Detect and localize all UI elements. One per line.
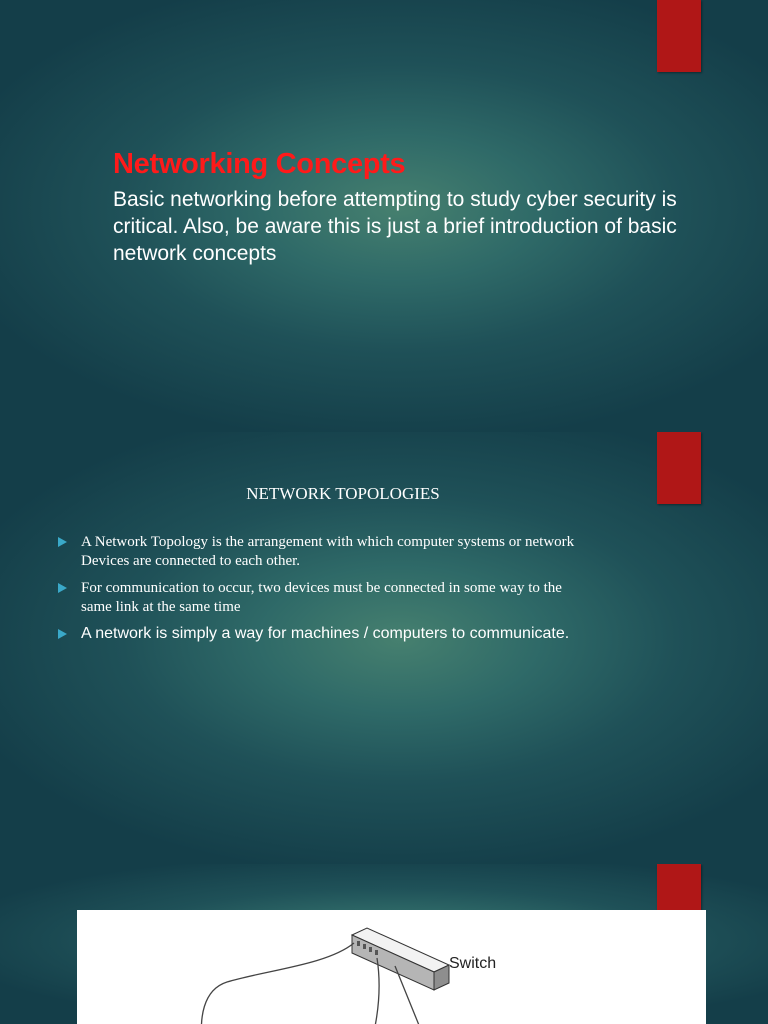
bullet-item [58, 579, 658, 616]
switch-diagram [77, 910, 706, 1024]
switch-label: Switch [449, 955, 497, 972]
bullet-text-line: A Network Topology is the arrangement with which computer systems or network [81, 534, 575, 550]
slide-subtitle: Basic networking before attempting to study cyber security is critical. Also, be aware this is just a brief introduction of basic network concepts [113, 188, 677, 265]
bullet-arrow-icon [58, 583, 67, 593]
bullet-list [58, 533, 658, 653]
slide-title: Networking Concepts [113, 148, 406, 180]
network-diagram-figure [77, 910, 706, 1024]
bullet-text-line: A network is simply a way for machines / computers to communicate. [81, 625, 570, 642]
slide-accent-bar [657, 0, 701, 72]
bullet-text-line: same link at the same time [81, 598, 241, 615]
bullet-arrow-icon [58, 537, 67, 547]
slide-networking-concepts [0, 0, 768, 432]
bullet-arrow-icon [58, 629, 67, 639]
bullet-item [58, 625, 658, 644]
slide-heading: NETWORK TOPOLOGIES [246, 484, 440, 503]
bullet-item [58, 533, 658, 570]
slide-switch-diagram [0, 864, 768, 1024]
bullet-text-line: For communication to occur, two devices must be connected in some way to the [81, 580, 562, 596]
slide-network-topologies [0, 432, 768, 864]
bullet-text-line: Devices are connected to each other. [81, 552, 301, 569]
